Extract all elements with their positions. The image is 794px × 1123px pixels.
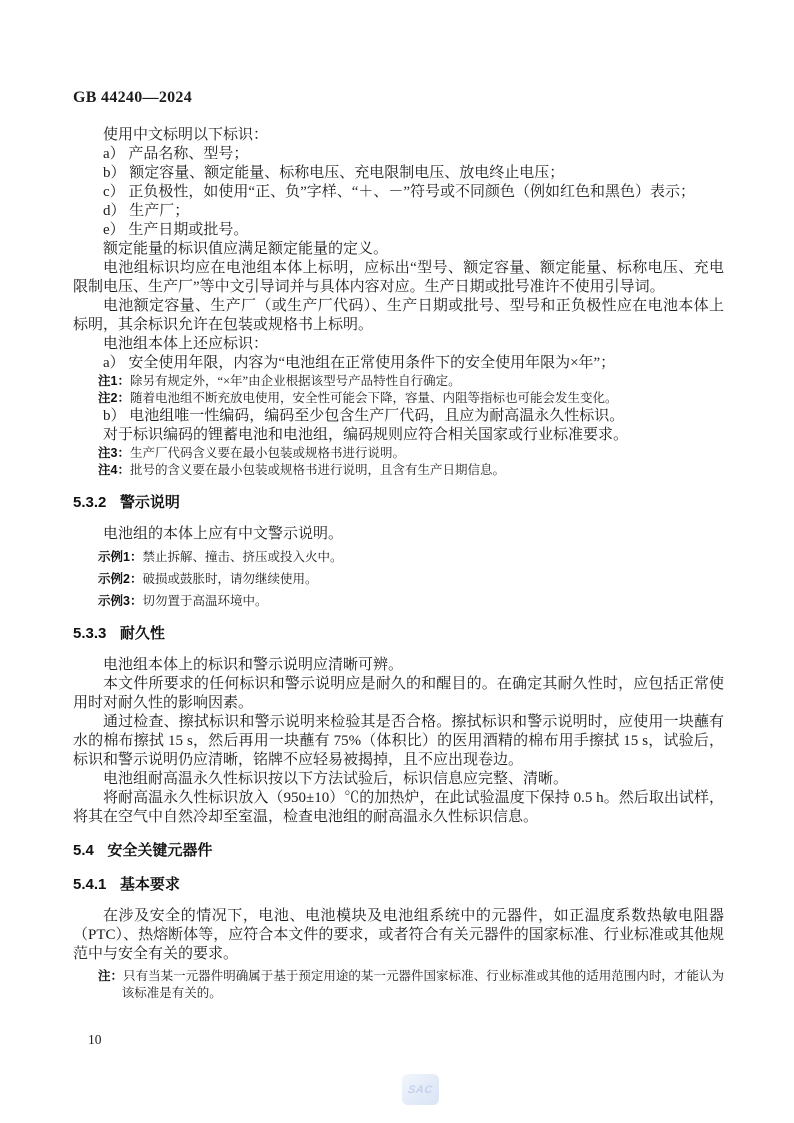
- paragraph-code-rule: 对于标识编码的锂蓄电池和电池组，编码规则应符合相关国家或行业标准要求。: [103, 427, 629, 443]
- note-1-text: 除另有规定外，“×年”由企业根据该型号产品特性自行确定。: [129, 374, 461, 388]
- section-heading-5-3-3: [73, 624, 724, 644]
- list-item-b: b） 额定容量、额定能量、标称电压、充电限制电压、放电终止电压；: [103, 165, 565, 181]
- list-item-unique-code: b） 电池组唯一性编码，编码至少包含生产厂代码，且应为耐高温永久性标识。: [103, 408, 625, 424]
- note-2-text: 随着电池组不断充放电使用，安全性可能会下降，容量、内阻等指标也可能会发生变化。: [129, 391, 618, 405]
- example-3: [98, 593, 724, 610]
- example-1-text: 禁止拆解、撞击、挤压或投入火中。: [142, 550, 343, 564]
- section-number: 5.4.1: [73, 876, 107, 893]
- example-3-label: 示例3：: [98, 594, 143, 608]
- list-item-service-life: a） 安全使用年限，内容为“电池组在正常使用条件下的安全使用年限为×年”；: [103, 355, 616, 371]
- sac-logo-text: SAC: [407, 1083, 434, 1096]
- section-title: 基本要求: [119, 876, 180, 893]
- paragraph-durability-5: 将耐高温永久性标识放入（950±10）℃的加热炉，在此试验温度下保持 0.5 h。然后取出试样，将其在空气中自然冷却至室温，检查电池组的耐高温永久性标识信息。: [73, 790, 724, 825]
- section-heading-5-4-1: [73, 875, 724, 895]
- note-3-label: 注3：: [98, 446, 130, 460]
- section-heading-5-3-2: [73, 493, 724, 513]
- example-3-text: 切勿置于高温环境中。: [142, 594, 268, 608]
- note-1-label: 注1：: [98, 374, 130, 388]
- example-2-label: 示例2：: [98, 572, 143, 586]
- paragraph-warning: 电池组的本体上应有中文警示说明。: [103, 526, 344, 542]
- note-2-label: 注2：: [98, 391, 130, 405]
- section-number: 5.3.2: [73, 494, 107, 511]
- list-item-e: e） 生产日期或批号。: [103, 222, 249, 238]
- note-1: [98, 373, 724, 390]
- paragraph-also-marked: 电池组本体上还应标识：: [103, 336, 269, 352]
- section-number: 5.4: [73, 842, 94, 859]
- paragraph-durability-1: 电池组本体上的标识和警示说明应清晰可辨。: [103, 657, 404, 673]
- paragraph-cell-marking: 电池额定容量、生产厂（或生产厂代码）、生产日期或批号、型号和正负极性应在电池本体上标明，其余标识允许在包装或规格书上标明。: [73, 298, 724, 333]
- page-content: [73, 88, 724, 1002]
- list-item-c: c） 正负极性，如使用“正、负”字样、“＋、－”符号或不同颜色（例如红色和黑色）表示；: [103, 184, 696, 200]
- paragraph-durability-3: 通过检查、擦拭标识和警示说明来检验其是否合格。擦拭标识和警示说明时，应使用一块蘸有水的棉布擦拭 15 s，然后再用一块蘸有 75%（体积比）的医用酒精的棉布用手擦拭 15 s，试验后，标识和警示说明仍应清晰，铭牌不应轻易被揭掉，且不应出现卷边。: [73, 714, 724, 768]
- sac-logo-watermark: [402, 1074, 439, 1105]
- paragraph-durability-4: 电池组耐高温永久性标识按以下方法试验后，标识信息应完整、清晰。: [103, 771, 569, 787]
- note-3: [98, 445, 724, 462]
- note-4-label: 注4：: [98, 463, 130, 477]
- note-components-label: 注：: [98, 969, 124, 983]
- clause-lead: 使用中文标明以下标识：: [103, 127, 269, 143]
- section-number: 5.3.3: [73, 625, 107, 642]
- list-item-d: d） 生产厂；: [103, 203, 190, 219]
- page-number: 10: [88, 1032, 102, 1047]
- paragraph-rated-energy: 额定能量的标识值应满足额定能量的定义。: [103, 241, 389, 257]
- note-components: [98, 968, 724, 1002]
- paragraph-components: 在涉及安全的情况下，电池、电池模块及电池组系统中的元器件，如正温度系数热敏电阻器（PTC）、热熔断体等，应符合本文件的要求，或者符合有关元器件的国家标准、行业标准或其他规范中与安全有关的要求。: [73, 908, 724, 962]
- section-title: 耐久性: [119, 625, 165, 642]
- note-4: [98, 462, 724, 479]
- paragraph-pack-marking: 电池组标识均应在电池组本体上标明，应标出“型号、额定容量、额定能量、标称电压、充电限制电压、生产厂”等中文引导词并与具体内容对应。生产日期或批号准许不使用引导词。: [73, 260, 724, 295]
- section-heading-5-4: [73, 841, 724, 861]
- example-1: [98, 549, 724, 566]
- example-2-text: 破损或鼓胀时，请勿继续使用。: [142, 572, 318, 586]
- section-title: 警示说明: [119, 494, 180, 511]
- paragraph-durability-2: 本文件所要求的任何标识和警示说明应是耐久的和醒目的。在确定其耐久性时，应包括正常使用时对耐久性的影响因素。: [73, 676, 724, 711]
- note-4-text: 批号的含义要在最小包装或规格书进行说明，且含有生产日期信息。: [129, 463, 505, 477]
- note-components-text: 只有当某一元器件明确属于基于预定用途的某一元器件国家标准、行业标准或其他的适用范围内时，才能认为该标准是有关的。: [121, 969, 724, 1000]
- section-title: 安全关键元器件: [107, 842, 213, 859]
- note-2: [98, 390, 724, 407]
- note-3-text: 生产厂代码含义要在最小包装或规格书进行说明。: [129, 446, 405, 460]
- standard-number-header: GB 44240—2024: [73, 89, 193, 106]
- example-1-label: 示例1：: [98, 550, 143, 564]
- example-2: [98, 571, 724, 588]
- list-item-a: a） 产品名称、型号；: [103, 146, 249, 162]
